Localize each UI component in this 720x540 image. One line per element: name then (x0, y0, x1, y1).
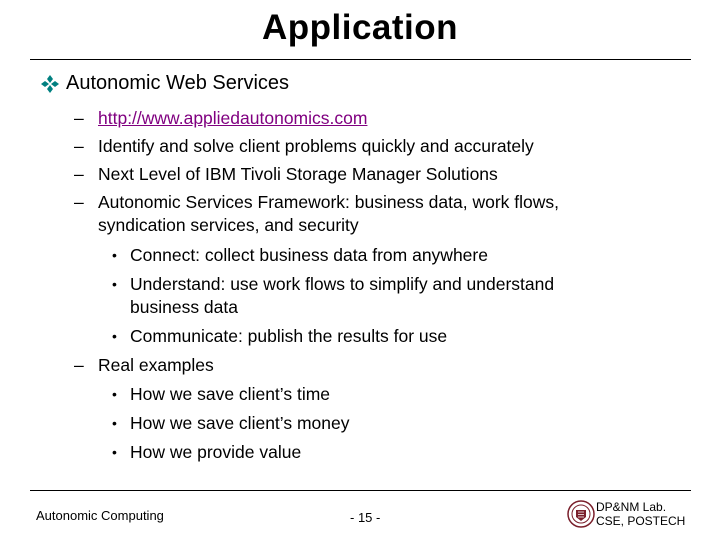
dash-marker: – (74, 136, 84, 156)
title-divider (30, 59, 691, 60)
sub-list-item: Communicate: publish the results for use (130, 326, 448, 346)
list-item-continuation: syndication services, and security (98, 215, 359, 235)
applied-autonomics-link[interactable]: http://www.appliedautonomics.com (98, 108, 368, 128)
sub-list-item: How we save client’s money (130, 413, 350, 433)
lab-affiliation (596, 500, 685, 528)
footer-divider (30, 490, 691, 491)
dash-marker: – (74, 355, 84, 375)
bullet-marker: • (112, 444, 117, 460)
sub-list-item: Connect: collect business data from anywhere (130, 245, 488, 265)
sub-list-item: How we provide value (130, 442, 302, 462)
bullet-marker: • (112, 247, 117, 263)
dash-marker: – (74, 192, 84, 212)
list-item: Real examples (98, 355, 214, 375)
diamond-bullet-icon (40, 74, 60, 94)
dash-marker: – (74, 108, 84, 128)
postech-seal-icon (567, 499, 595, 529)
slide-title: Application (261, 8, 459, 47)
bullet-marker: • (112, 415, 117, 431)
sub-list-item: Understand: use work flows to simplify and understand (130, 274, 555, 294)
dash-marker: – (74, 164, 84, 184)
list-item: Next Level of IBM Tivoli Storage Manager Solutions (98, 164, 498, 184)
lab-name: DP&NM Lab. (596, 500, 667, 514)
bullet-marker: • (112, 328, 117, 344)
bullet-marker: • (112, 276, 117, 292)
sub-list-item: How we save client’s time (130, 384, 331, 404)
list-item: Identify and solve client problems quickly and accurately (98, 136, 534, 156)
footer-course-name: Autonomic Computing (36, 508, 164, 523)
page-number: - 15 - (350, 510, 381, 525)
section-heading: Autonomic Web Services (66, 72, 290, 94)
department-name: CSE, POSTECH (596, 514, 686, 528)
list-item: Autonomic Services Framework: business data, work flows, (98, 192, 559, 212)
sub-list-item-continuation: business data (130, 297, 238, 317)
bullet-marker: • (112, 386, 117, 402)
